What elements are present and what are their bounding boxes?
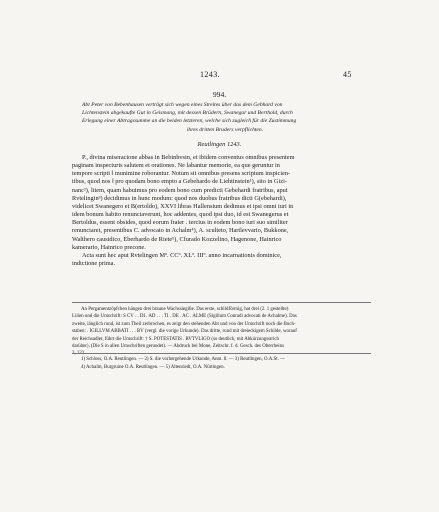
text-line: Bertoldus, essent obsides, quod eorum frater . tercius in eodem bono iuri suo similiter: [72, 219, 288, 227]
text-line: Rvtelingin³) decidimus in hunc modum: quod nos duobus fratribus dicti G(ebehardi),: [72, 194, 287, 202]
text-line: renunciaret, presentibus C. advocato in Achalm⁴), A. scultetο, Hartlevvario, Bukkone,: [72, 227, 289, 235]
note-line: staben: . IGILLVM ABBATI . . . BV (vergl. die vorige Urkunde). Das dritte, rund mit dreieckigem Schilde, worauf: [72, 329, 297, 335]
text-line: P., divina miseracione abbas in Bebinhvsin, et ibidem conventus omnibus presentem: [82, 154, 295, 161]
divider-rule: [72, 353, 371, 354]
note-line: zweite, länglich rund, ist zum Theil zerbrochen, es zeigt den stehenden Abt und von der Umschrift noch die Buch-: [72, 321, 296, 327]
summary-line: ihres dritten Bruders verpflichten.: [186, 126, 264, 133]
note-line: Lilien und die Umschrift: S CV . . DI . AD . . . TI . DE . AC . ALME (Sigillum Conradi advocati de Achalme). Das: [72, 314, 297, 320]
summary-line: Erlegung einer Abtragssumme an die beiden letzteren, welche sich zugleich für die Zustimmung: [82, 118, 297, 125]
running-header-year: 1243.: [200, 70, 220, 79]
text-line: tempore scripti ‖ munimine roborantur. Notum sit omnibus presens scriptum inspicien-: [72, 170, 291, 178]
text-line: idem bonum habito renunciaverunt, hoc addentes, quod ipsi duo, id est Swanegerus et: [72, 211, 289, 219]
note-line: darüber). (Die S in allen Umschriften gerundet). — Abdruck bei Mone, Zeitschr. f. d. Gesch. des Oberrheins: [72, 344, 285, 350]
divider-rule: [72, 302, 371, 303]
page-number: 45: [343, 70, 352, 79]
place-date: Reutlingen 1243.: [197, 141, 242, 148]
footnote-line: 1) Schloss, O.A. Reutlingen. — 2) S. die vorhergehende Urkunde, Anm. 8. — 3) Reutlingen, O.A.St. —: [81, 357, 285, 362]
document-number: 994.: [212, 90, 227, 99]
seal-description: [72, 306, 371, 358]
summary-line: Lichtenstein abgekaufte Gut in Geismang, mit dessen Brüdern, Swanegar und Berthold, durch: [82, 110, 293, 117]
footnotes: [72, 356, 371, 372]
document-summary: [82, 101, 368, 134]
note-line: der Reichsadler, führt die Umschrift: † S. POTESTATIS . RVTVLIGO (so deutlich, mit Abkürzungsstrich: [72, 336, 279, 342]
closing-line: Acta sunt hec aput Rvtelingen Mº. CCº. XLº. IIIº. anno incarnationis dominice,: [82, 251, 282, 259]
text-line: Walthero causidico, Eberhardo de Riete⁵), Cfurado Kozzelino, Hagenone, Hainrico: [72, 235, 282, 243]
closing-line: indictione prima.: [72, 260, 116, 268]
summary-line: Abt Peter von Bebenhausen verträgt sich wegen eines Streites über das dem Gebhard von: [82, 102, 283, 108]
text-line: kamerario, Hainrico precone.: [72, 243, 146, 251]
footnote-line: 4) Achalm, Burgruine O.A. Reutlingen. — 5) Altenriedt, O.A. Nürtingen.: [81, 365, 225, 370]
text-line: tibus, quod nos ‖ pro quodam bono empto a Gebehardo de Liehtinstein¹), sito in Gizi-: [72, 178, 287, 186]
text-line: paginam inspecturis salutem et orationes. Ne labantur memorie, ea que geruntur in: [72, 162, 280, 170]
charter-text: [72, 154, 371, 268]
note-line: 3, 122.: [72, 351, 86, 357]
note-line: An Pergamentzöpfchen hängen drei braune Wachssiegille. Das erste, schildförmig, hat drei (2. 1 gestellte): [81, 307, 289, 312]
text-line: nanc²), litem, quam habuimus pro eodem bono cum predicti Gebehardi fratribus, aput: [72, 186, 288, 194]
text-line: videlicet Swanegero et B(ertoldo), XXVI libras Hallensium dedimus et ipsi omni iuri in: [72, 202, 294, 210]
